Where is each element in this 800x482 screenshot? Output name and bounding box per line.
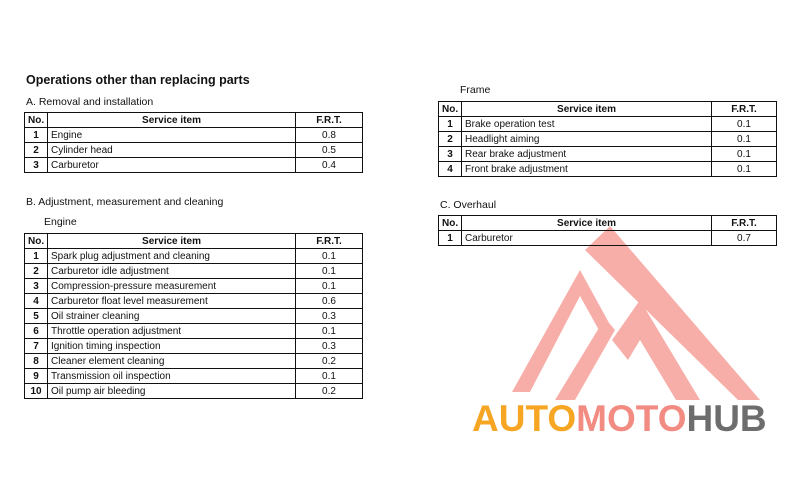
table-row: 8 Cleaner element cleaning 0.2 (25, 354, 363, 369)
section-a-title: A. Removal and installation (26, 96, 154, 108)
watermark-hub: HUB (686, 398, 767, 439)
table-frame (438, 101, 777, 177)
col-header-no: No. (25, 113, 48, 128)
watermark-wordmark (472, 398, 767, 440)
table-row: 2 Carburetor idle adjustment 0.1 (25, 264, 363, 279)
col-header-service-item: Service item (462, 216, 712, 231)
col-header-service-item: Service item (462, 102, 712, 117)
table-row: 3 Compression-pressure measurement 0.1 (25, 279, 363, 294)
table-row: 3 Carburetor 0.4 (25, 158, 363, 173)
col-header-service-item: Service item (48, 234, 296, 249)
col-header-frt: F.R.T. (712, 216, 777, 231)
col-header-frt: F.R.T. (712, 102, 777, 117)
section-b-engine-title: Engine (44, 216, 77, 228)
table-row: 1 Carburetor 0.7 (439, 231, 777, 246)
table-row: 2 Cylinder head 0.5 (25, 143, 363, 158)
table-row: 2 Headlight aiming 0.1 (439, 132, 777, 147)
table-row: 4 Front brake adjustment 0.1 (439, 162, 777, 177)
col-header-no: No. (25, 234, 48, 249)
document-title: Operations other than replacing parts (26, 73, 250, 87)
table-row: 4 Carburetor float level measurement 0.6 (25, 294, 363, 309)
table-row: 10 Oil pump air bleeding 0.2 (25, 384, 363, 399)
col-header-no: No. (439, 216, 462, 231)
watermark-moto: MOTO (576, 398, 687, 439)
table-removal-installation (24, 112, 363, 173)
col-header-frt: F.R.T. (296, 234, 363, 249)
table-row: 3 Rear brake adjustment 0.1 (439, 147, 777, 162)
table-overhaul (438, 215, 777, 246)
table-row: 5 Oil strainer cleaning 0.3 (25, 309, 363, 324)
col-header-no: No. (439, 102, 462, 117)
section-b-frame-title: Frame (460, 84, 491, 96)
col-header-frt: F.R.T. (296, 113, 363, 128)
section-b-title: B. Adjustment, measurement and cleaning (26, 196, 224, 208)
col-header-service-item: Service item (48, 113, 296, 128)
table-row: 6 Throttle operation adjustment 0.1 (25, 324, 363, 339)
table-row: 1 Engine 0.8 (25, 128, 363, 143)
watermark-auto: AUTO (472, 398, 577, 439)
table-engine (24, 233, 363, 399)
table-row: 7 Ignition timing inspection 0.3 (25, 339, 363, 354)
table-row: 1 Spark plug adjustment and cleaning 0.1 (25, 249, 363, 264)
section-c-title: C. Overhaul (440, 199, 497, 211)
table-row: 1 Brake operation test 0.1 (439, 117, 777, 132)
table-row: 9 Transmission oil inspection 0.1 (25, 369, 363, 384)
